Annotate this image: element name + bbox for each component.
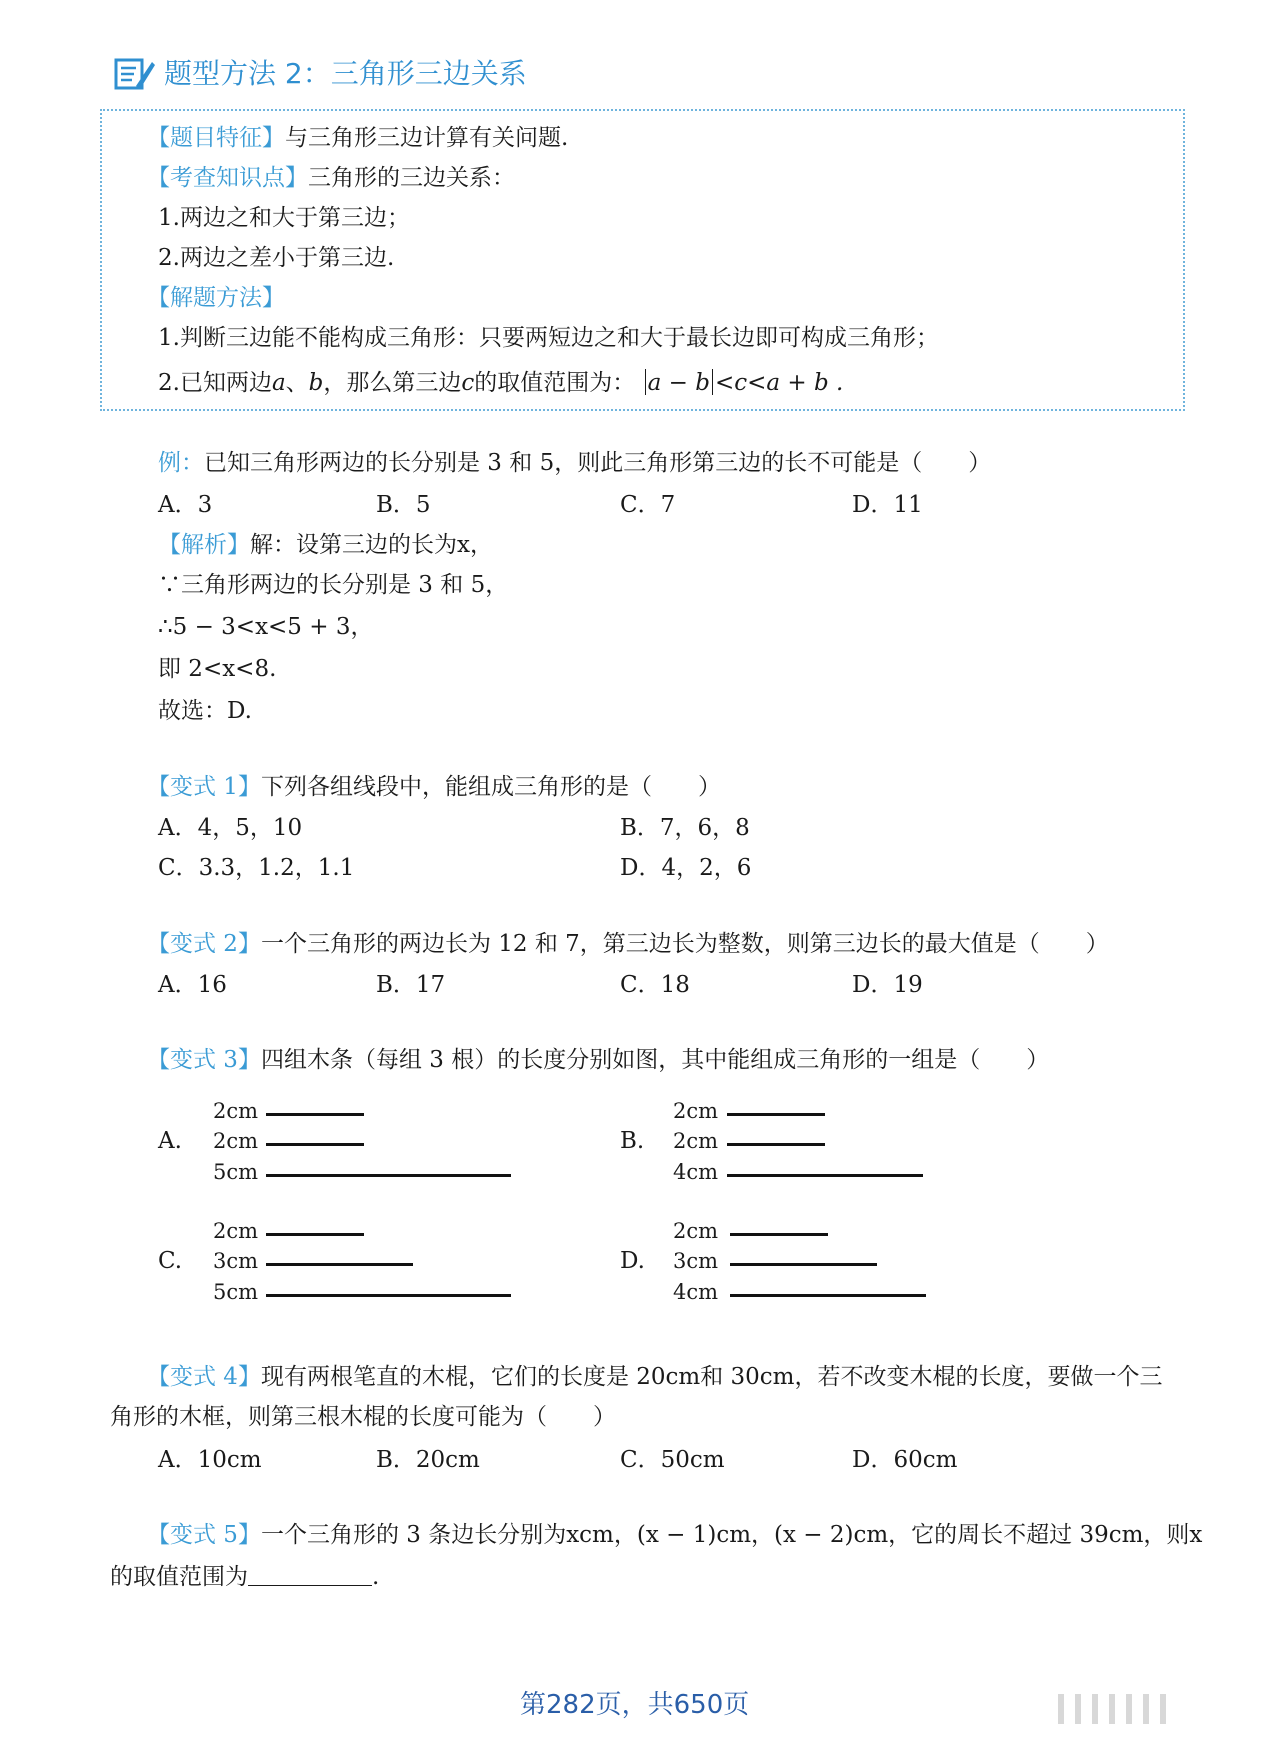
stick — [266, 1233, 364, 1236]
stick — [730, 1263, 877, 1266]
analysis-text-1: 解：设第三边的长为x， — [250, 532, 493, 558]
variant5-question-line2 — [110, 1566, 379, 1589]
abs-bar-right — [712, 369, 713, 395]
method-2-c: c — [461, 370, 475, 396]
group-b-letter: B. — [620, 1128, 645, 1154]
group-a-label-2: 2cm — [213, 1129, 259, 1153]
example-option-d: D．11 — [852, 492, 923, 518]
variant2-option-c: C．18 — [620, 972, 690, 998]
stick — [266, 1263, 413, 1266]
variant1-option-a: A．4，5，10 — [158, 815, 303, 841]
example-question — [158, 452, 991, 475]
scan-mark — [1075, 1694, 1081, 1724]
variant1-option-b: B．7，6，8 — [620, 815, 750, 841]
method-tag: 【解题方法】 — [147, 285, 285, 311]
page-number: 第282页，共650页 — [520, 1690, 750, 1720]
analysis-line-4: 即 2<x<8. — [158, 656, 277, 682]
variant4-option-b: B．20cm — [376, 1447, 480, 1473]
feature-text: 与三角形三边计算有关问题. — [285, 125, 569, 151]
variant5-question-text-1: 一个三角形的 3 条边长分别为xcm，(x − 1)cm，(x − 2)cm，它的周长不超过 39cm，则x — [260, 1522, 1203, 1548]
example-tag: 例： — [158, 450, 204, 476]
group-b-label-1: 2cm — [673, 1099, 719, 1123]
group-b-label-2: 2cm — [673, 1129, 719, 1153]
variant4-option-c: C．50cm — [620, 1447, 725, 1473]
variant1-tag: 【变式 1】 — [147, 774, 261, 800]
variant4-question-line2: 角形的木框，则第三根木棍的长度可能为（ ） — [110, 1404, 616, 1430]
knowledge-tag: 【考查知识点】 — [147, 165, 308, 191]
variant1-question — [147, 776, 721, 799]
variant4-question-line1 — [147, 1366, 1163, 1389]
method-2-a: a — [271, 370, 286, 396]
analysis-line-3: ∴5 − 3<x<5 + 3， — [158, 614, 374, 640]
variant4-tag: 【变式 4】 — [147, 1364, 261, 1390]
scan-mark — [1126, 1694, 1132, 1724]
method-2-formula: a − b — [647, 370, 710, 396]
method-2-mid: ，那么第三边 — [323, 370, 462, 396]
stick — [727, 1174, 923, 1177]
example-option-c: C．7 — [620, 492, 676, 518]
feature-tag: 【题目特征】 — [147, 125, 285, 151]
variant2-option-a: A．16 — [158, 972, 227, 998]
variant2-option-b: B．17 — [376, 972, 446, 998]
scan-mark — [1143, 1694, 1149, 1724]
scan-mark — [1160, 1694, 1166, 1724]
variant1-option-d: D．4，2，6 — [620, 855, 752, 881]
analysis-line-5: 故选：D. — [158, 698, 252, 724]
group-c-label-3: 5cm — [213, 1280, 259, 1304]
analysis-line-1 — [158, 534, 493, 557]
analysis-line-2: ∵三角形两边的长分别是 3 和 5， — [158, 572, 509, 598]
feature-line — [147, 127, 568, 150]
abs-bar-left — [645, 369, 646, 395]
variant5-suffix: . — [372, 1564, 380, 1590]
example-question-text: 已知三角形两边的长分别是 3 和 5，则此三角形第三边的长不可能是（ ） — [204, 450, 992, 476]
scan-mark — [1058, 1694, 1064, 1724]
stick — [730, 1233, 828, 1236]
variant5-prefix: 的取值范围为 — [110, 1564, 248, 1590]
variant3-question — [147, 1049, 1049, 1072]
variant4-option-a: A．10cm — [158, 1447, 262, 1473]
scan-mark — [1092, 1694, 1098, 1724]
variant2-question-text: 一个三角形的两边长为 12 和 7，第三边长为整数，则第三边长的最大值是（ ） — [260, 931, 1109, 957]
group-d-label-2: 3cm — [673, 1249, 719, 1273]
section-title: 题型方法 2：三角形三边关系 — [164, 57, 527, 90]
group-a-label-1: 2cm — [213, 1099, 259, 1123]
variant3-question-text: 四组木条（每组 3 根）的长度分别如图，其中能组成三角形的一组是（ ） — [260, 1047, 1050, 1073]
variant4-question-text-1: 现有两根笔直的木棍，它们的长度是 20cm和 30cm，若不改变木棍的长度，要做一个三 — [260, 1364, 1163, 1390]
method-2-b: b — [308, 370, 324, 396]
knowledge-item-2: 2.两边之差小于第三边. — [158, 245, 395, 271]
method-2-prefix: 2.已知两边 — [158, 370, 272, 396]
group-c-letter: C. — [158, 1248, 183, 1274]
stick — [266, 1143, 364, 1146]
group-a-letter: A. — [158, 1128, 182, 1154]
method-2-formula-rest: <c<a + b . — [714, 370, 844, 396]
variant5-question-line1 — [147, 1524, 1202, 1547]
stick — [266, 1113, 364, 1116]
method-2-sep: 、 — [285, 370, 309, 396]
variant2-tag: 【变式 2】 — [147, 931, 261, 957]
example-option-b: B．5 — [376, 492, 431, 518]
stick — [266, 1294, 511, 1297]
answer-blank[interactable] — [248, 1567, 372, 1586]
example-option-a: A．3 — [158, 492, 213, 518]
group-a-label-3: 5cm — [213, 1160, 259, 1184]
variant2-option-d: D．19 — [852, 972, 923, 998]
group-b-label-3: 4cm — [673, 1160, 719, 1184]
variant4-option-d: D．60cm — [852, 1447, 958, 1473]
variant3-tag: 【变式 3】 — [147, 1047, 261, 1073]
variant1-question-text: 下列各组线段中，能组成三角形的是（ ） — [260, 774, 721, 800]
stick — [727, 1113, 825, 1116]
variant5-tag: 【变式 5】 — [147, 1522, 261, 1548]
variant2-question — [147, 933, 1109, 956]
method-item-2 — [158, 369, 843, 395]
stick — [730, 1294, 926, 1297]
group-d-letter: D. — [620, 1248, 645, 1274]
notebook-pen-icon — [114, 56, 156, 92]
knowledge-text: 三角形的三边关系： — [308, 165, 515, 191]
group-d-label-1: 2cm — [673, 1219, 719, 1243]
knowledge-item-1: 1.两边之和大于第三边； — [158, 205, 410, 231]
group-c-label-1: 2cm — [213, 1219, 259, 1243]
method-2-suffix: 的取值范围为： — [474, 370, 636, 396]
scan-mark — [1109, 1694, 1115, 1724]
stick — [727, 1143, 825, 1146]
variant1-option-c: C．3.3，1.2，1.1 — [158, 855, 355, 881]
group-d-label-3: 4cm — [673, 1280, 719, 1304]
method-item-1: 1.判断三边能不能构成三角形：只要两短边之和大于最长边即可构成三角形； — [158, 325, 939, 351]
group-c-label-2: 3cm — [213, 1249, 259, 1273]
stick — [266, 1174, 511, 1177]
analysis-tag: 【解析】 — [158, 532, 250, 558]
knowledge-line — [147, 167, 515, 190]
